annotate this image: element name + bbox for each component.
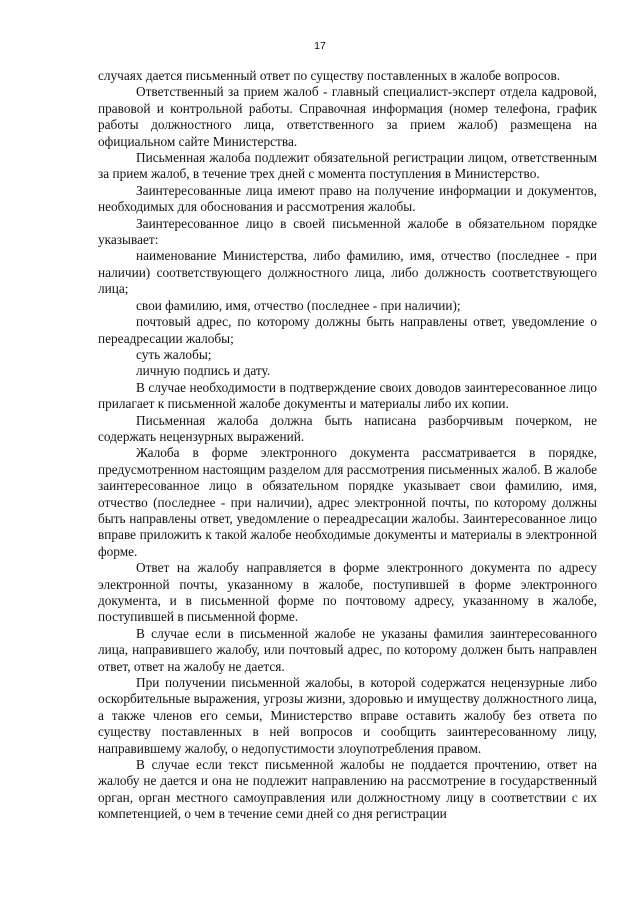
paragraph: В случае если текст письменной жалобы не поддается прочтению, ответ на жалобу не дается и она не подлежит направлению на рассмотрение в государственный орган, орган местного самоуправления или должностному лицу в соответствии с их компетенцией, о чем в течение семи дней со дня регистрации <box>98 757 597 822</box>
list-item: свои фамилию, имя, отчество (последнее - при наличии); <box>136 297 461 313</box>
list-item: личную подпись и дату. <box>136 363 271 379</box>
paragraph: В случае необходимости в подтверждение своих доводов заинтересованное лицо прилагает к письменной жалобе документы и материалы либо их копии. <box>98 379 597 412</box>
page-number: 17 <box>314 40 326 52</box>
paragraph: Письменная жалоба должна быть написана разборчивым почерком, не содержать нецензурных выражений. <box>98 412 597 444</box>
paragraph: При получении письменной жалобы, в которой содержатся нецензурные либо оскорбительные выражения, угрозы жизни, здоровью и имуществу должностного лица, а также членов его семьи, Министерство вправе оставить жалобу без ответа по существу поставленных в ней вопросов и сообщить заинтересованному лицу, направившему жалобу, о недопустимости злоупотребления правом. <box>98 675 597 756</box>
document-body <box>98 68 597 823</box>
list-item: суть жалобы; <box>136 346 212 362</box>
paragraph: Ответ на жалобу направляется в форме электронного документа по адресу электронной почты, указанному в жалобе, поступившей в форме электронного документа, и в письменной форме по почтовому адресу, указанному в жалобе, поступившей в письменной форме. <box>98 560 597 625</box>
paragraph: В случае если в письменной жалобе не указаны фамилия заинтересованного лица, направившего жалобу, или почтовый адрес, по которому должен быть направлен ответ, ответ на жалобу не дается. <box>98 625 597 674</box>
paragraph: случаях дается письменный ответ по существу поставленных в жалобе вопросов. <box>98 68 561 83</box>
paragraph: Заинтересованное лицо в своей письменной жалобе в обязательном порядке указывает: <box>98 215 597 248</box>
paragraph: Заинтересованные лица имеют право на получение информации и документов, необходимых для обоснования и рассмотрения жалобы. <box>98 182 597 215</box>
list-item: наименование Министерства, либо фамилию, имя, отчество (последнее - при наличии) соответствующего должностного лица, либо должность соответствующего лица; <box>98 248 597 297</box>
list-item: почтовый адрес, по которому должны быть направлены ответ, уведомление о переадресации жалобы; <box>98 314 597 346</box>
paragraph: Ответственный за прием жалоб - главный специалист-эксперт отдела кадровой, правовой и контрольной работы. Справочная информация (номер телефона, график работы должностного лица, ответственного за прием жалоб) размещена на официальном сайте Министерства. <box>98 84 597 149</box>
paragraph: Письменная жалоба подлежит обязательной регистрации лицом, ответственным за прием жалоб, в течение трех дней с момента поступления в Министерство. <box>98 150 597 182</box>
paragraph: Жалоба в форме электронного документа рассматривается в порядке, предусмотренном настоящим разделом для рассмотрения письменных жалоб. В жалобе заинтересованное лицо в обязательном порядке указывает свои фамилию, имя, отчество (последнее - при наличии), адрес электронной почты, по которому должны быть направлены ответ, уведомление о переадресации жалобы. Заинтересованное лицо вправе приложить к такой жалобе необходимые документы и материалы в электронной форме. <box>98 445 597 559</box>
